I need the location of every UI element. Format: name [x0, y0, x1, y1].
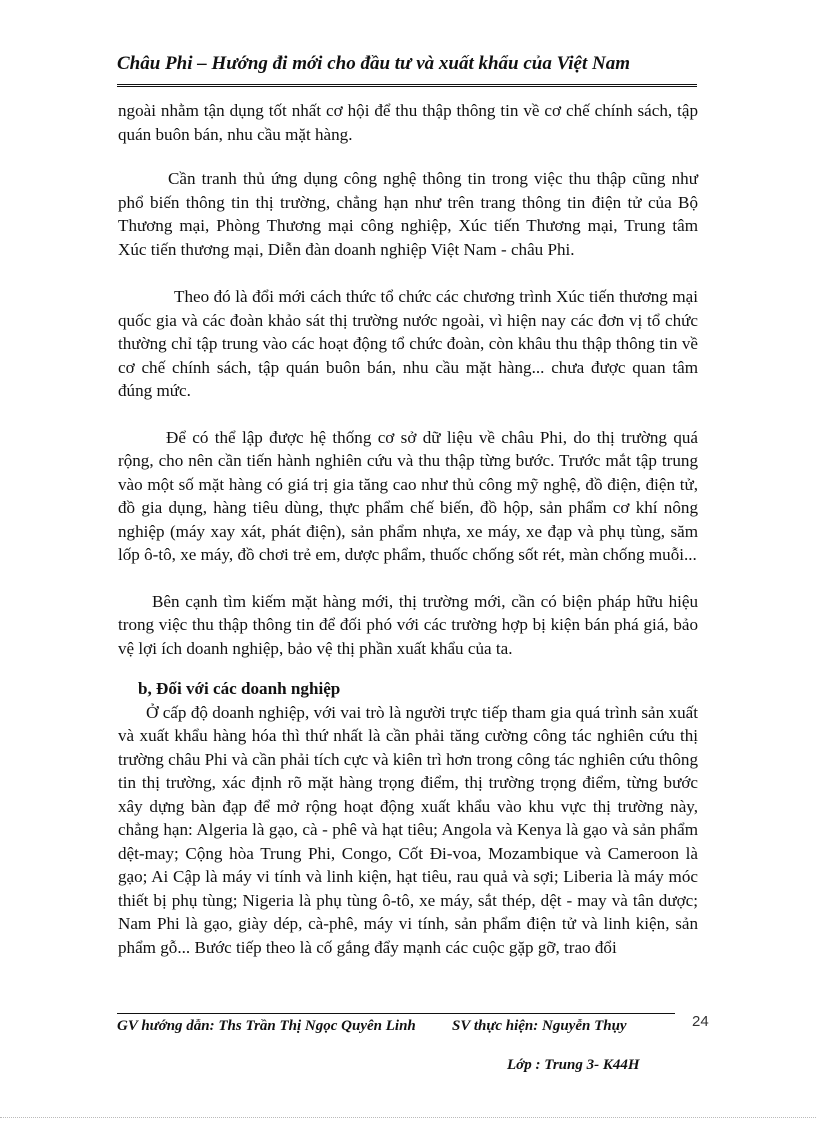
footer-advisor: GV hướng dẫn: Ths Trần Thị Ngọc Quyên Linh — [117, 1018, 416, 1034]
page-number: 24 — [692, 1013, 709, 1030]
footer-class: Lớp : Trung 3- K44H — [507, 1057, 640, 1073]
page-bottom-border — [0, 1117, 816, 1118]
footer-divider — [117, 1013, 675, 1014]
paragraph-2: Cần tranh thủ ứng dụng công nghệ thông tin trong việc thu thập cũng như phổ biến thông tin thị trường, chẳng hạn như trên trang thông tin điện tử của Bộ Thương mại, Phòng Thương mại công nghiệp, Xúc tiến Thương mại, Trung tâm Xúc tiến thương mại, Diễn đàn doanh nghiệp Việt Nam - châu Phi. — [118, 169, 698, 259]
footer-student: SV thực hiện: Nguyễn Thụy — [452, 1018, 627, 1034]
paragraph-4: Để có thể lập được hệ thống cơ sở dữ liệu về châu Phi, do thị trường quá rộng, cho nên cần tiến hành nghiên cứu và thu thập từng bước. Trước mắt tập trung vào một số mặt hàng có giá trị gia tăng cao như thủ công mỹ nghệ, đồ điện, điện tử, đồ gia dụng, hàng tiêu dùng, thực phẩm chế biến, đồ hộp, sản phẩm cơ khí nông nghiệp (máy xay xát, phát điện), sản phẩm nhựa, xe máy, xe đạp và phụ tùng, săm lốp ô-tô, xe máy, đồ chơi trẻ em, dược phẩm, thuốc chống sốt rét, màn chống muỗi... — [118, 427, 698, 564]
document-body — [118, 99, 698, 959]
paragraph-3: Theo đó là đổi mới cách thức tổ chức các chương trình Xúc tiến thương mại quốc gia và các đoàn khảo sát thị trường nước ngoài, vì hiện nay các đơn vị tổ chức thường chỉ tập trung vào các hoạt động tổ chức đoàn, còn khâu thu thập thông tin về cơ chế chính sách, tập quán buôn bán, nhu cầu mặt hàng... chưa được quan tâm đúng mức. — [118, 287, 698, 400]
paragraph-1: ngoài nhằm tận dụng tốt nhất cơ hội để thu thập thông tin về cơ chế chính sách, tập quán buôn bán, nhu cầu mặt hàng. — [118, 101, 698, 144]
page-header — [117, 50, 697, 87]
section-paragraph: Ở cấp độ doanh nghiệp, với vai trò là người trực tiếp tham gia quá trình sản xuất và xuất khẩu hàng hóa thì thứ nhất là cần phải tăng cường công tác nghiên cứu thị trường châu Phi và cần phải tích cực và kiên trì hơn trong công tác nghiên cứu thông tin thị trường, xác định rõ mặt hàng trọng điểm, thị trường trọng điểm, từng bước xây dựng bàn đạp để mở rộng hoạt động xuất khẩu vào khu vực thị trường này, chẳng hạn: Algeria là gạo, cà - phê và hạt tiêu; Angola và Kenya là gạo và sản phẩm dệt-may; Cộng hòa Trung Phi, Congo, Cốt Đi-voa, Mozambique và Cameroon là gạo; Ai Cập là máy vi tính và linh kiện, hạt tiêu, rau quả và sợi; Liberia là máy móc thiết bị phụ tùng; Nigeria là phụ tùng ô-tô, xe máy, sắt thép, dệt - may và tân dược; Nam Phi là gạo, giày dép, cà-phê, máy vi tính, sản phẩm điện tử và linh kiện, sản phẩm gỗ... Bước tiếp theo là cố gắng đẩy mạnh các cuộc gặp gỡ, trao đổi — [118, 702, 698, 957]
section-heading: b, Đối với các doanh nghiệp — [138, 679, 341, 698]
header-title: Châu Phi – Hướng đi mới cho đầu tư và xuất khẩu của Việt Nam — [117, 53, 630, 74]
paragraph-5: Bên cạnh tìm kiếm mặt hàng mới, thị trường mới, cần có biện pháp hữu hiệu trong việc thu thập thông tin để đối phó với các trường hợp bị kiện bán phá giá, bảo vệ lợi ích doanh nghiệp, bảo vệ thị phần xuất khẩu của ta. — [118, 591, 698, 658]
